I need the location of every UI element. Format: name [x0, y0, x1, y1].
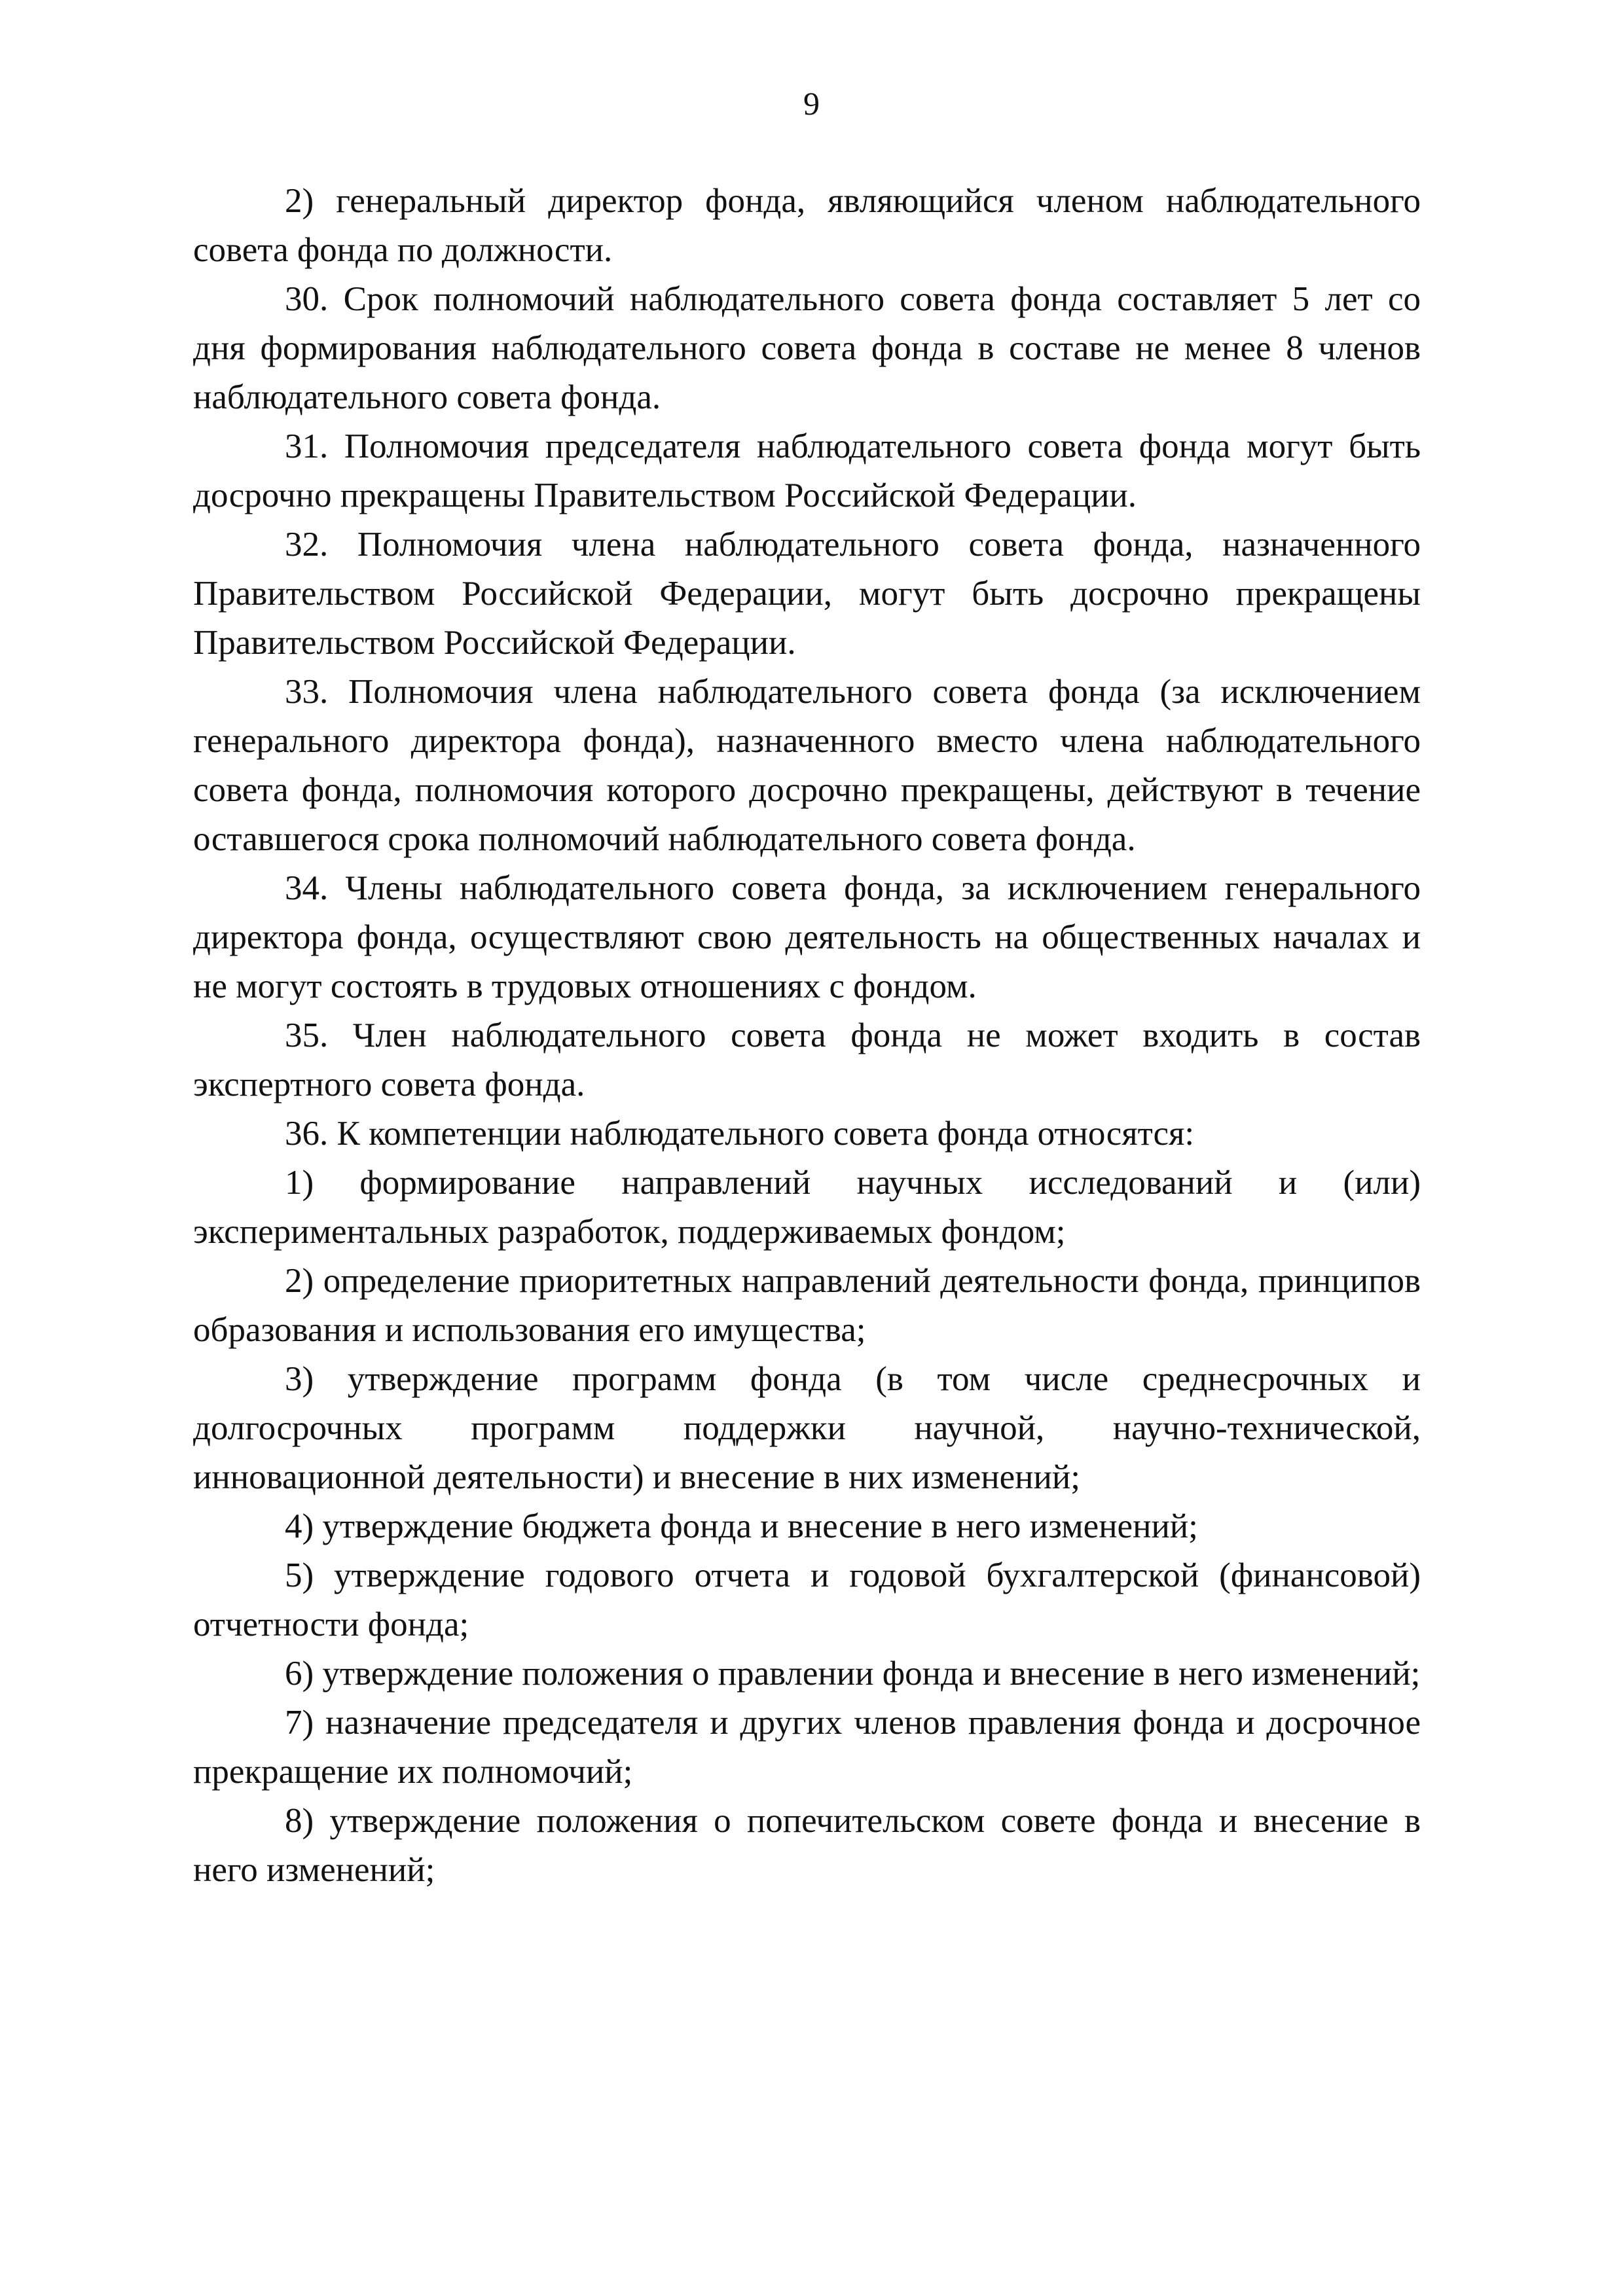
- paragraph-35: 35. Член наблюдательного совета фонда не может входить в состав экспертного совета фонда.: [193, 1016, 1421, 1103]
- paragraph-34: 34. Члены наблюдательного совета фонда, за исключением генерального директора фонда, осуществляют свою деятельность на общественных началах и не могут состоять в трудовых отношениях с фондом.: [193, 869, 1421, 1005]
- paragraph-2-general-director: 2) генеральный директор фонда, являющийся членом наблюдательного совета фонда по должности.: [193, 182, 1421, 269]
- paragraph-36-item-2: 2) определение приоритетных направлений деятельности фонда, принципов образования и использования его имущества;: [193, 1262, 1421, 1349]
- document-body: [193, 177, 1421, 1895]
- paragraph-31: 31. Полномочия председателя наблюдательного совета фонда могут быть досрочно прекращены Правительством Российской Федерации.: [193, 427, 1421, 514]
- paragraph-32: 32. Полномочия члена наблюдательного совета фонда, назначенного Правительством Российской Федерации, могут быть досрочно прекращены Правительством Российской Федерации.: [193, 526, 1421, 662]
- paragraph-36-item-6: 6) утверждение положения о правлении фонда и внесение в него изменений;: [285, 1655, 1421, 1693]
- paragraph-36-item-1: 1) формирование направлений научных исследований и (или) экспериментальных разработок, поддерживаемых фондом;: [193, 1164, 1421, 1251]
- paragraph-30: 30. Срок полномочий наблюдательного совета фонда составляет 5 лет со дня формирования наблюдательного совета фонда в составе не менее 8 членов наблюдательного совета фонда.: [193, 280, 1421, 416]
- paragraph-36-item-3: 3) утверждение программ фонда (в том числе среднесрочных и долгосрочных программ поддержки научной, научно-технической, инновационной деятельности) и внесение в них изменений;: [193, 1360, 1421, 1496]
- paragraph-33: 33. Полномочия члена наблюдательного совета фонда (за исключением генерального директора фонда), назначенного вместо члена наблюдательного совета фонда, полномочия которого досрочно прекращены, действуют в течение оставшегося срока полномочий наблюдательного совета фонда.: [193, 673, 1421, 858]
- paragraph-36-item-5: 5) утверждение годового отчета и годовой бухгалтерской (финансовой) отчетности фонда;: [193, 1556, 1421, 1643]
- page-number: 9: [803, 85, 820, 122]
- paragraph-36-item-8: 8) утверждение положения о попечительском совете фонда и внесение в него изменений;: [193, 1802, 1421, 1889]
- paragraph-36: 36. К компетенции наблюдательного совета фонда относятся:: [285, 1115, 1195, 1153]
- paragraph-36-item-4: 4) утверждение бюджета фонда и внесение в него изменений;: [285, 1507, 1198, 1545]
- paragraph-36-item-7: 7) назначение председателя и других членов правления фонда и досрочное прекращение их полномочий;: [193, 1704, 1421, 1791]
